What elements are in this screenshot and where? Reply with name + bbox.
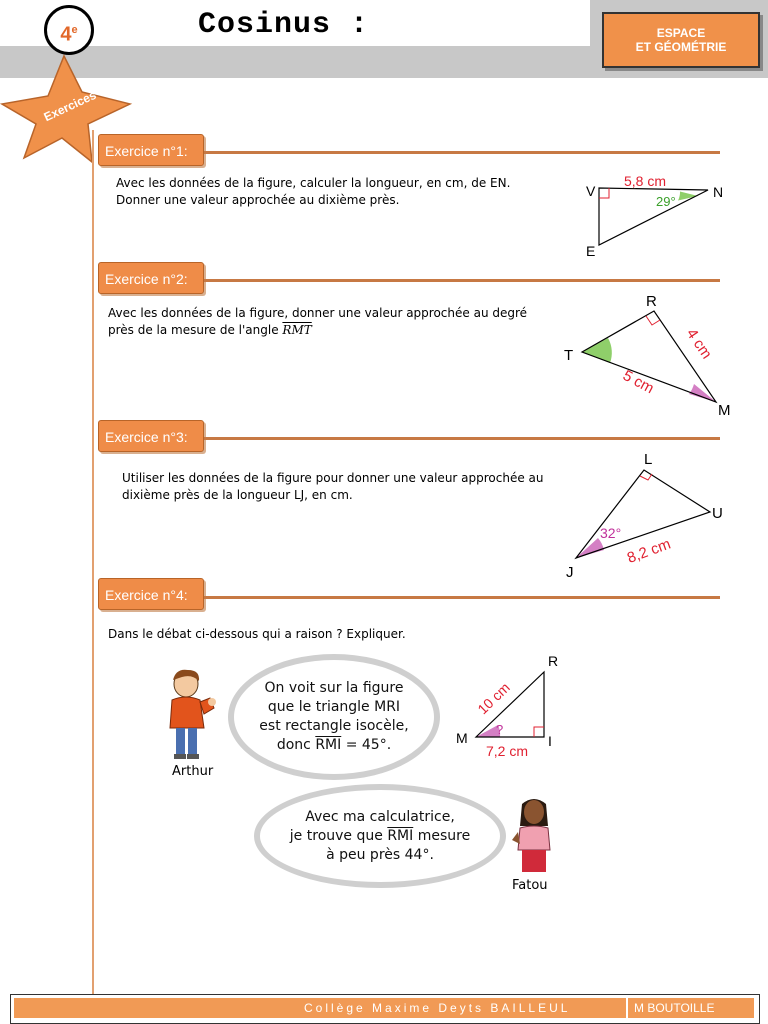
fig2-side-1: 4 cm: [682, 325, 716, 363]
exercise-2-line-2: près de la mesure de l'angle: [108, 323, 283, 337]
fig2-vertex-t: T: [564, 347, 574, 364]
fatou-line-1: Avec ma calculatrice,: [305, 808, 455, 825]
exercise-1-line-2: Donner une valeur approchée au dixième près.: [116, 193, 400, 207]
exercise-1-line-1: Avec les données de la figure, calculer la longueur, en cm, de EN.: [116, 176, 511, 190]
exercise-3-line-2: dixième près de la longueur LJ, en cm.: [122, 488, 353, 502]
exercise-2-line-1: Avec les données de la figure, donner une valeur approchée au degré: [108, 306, 528, 320]
page-title: Cosinus :: [198, 8, 370, 42]
fig4-vertex-r: R: [548, 653, 559, 669]
badge-line-1: ESPACE: [656, 26, 706, 40]
badge-line-2: ET GÉOMÉTRIE: [635, 40, 727, 54]
fig4-side-1: 10 cm: [474, 679, 513, 718]
fatou-line-2a: je trouve que: [289, 827, 388, 844]
fatou-name: Fatou: [512, 878, 548, 893]
arthur-name: Arthur: [172, 764, 214, 779]
fig3-side-label: 8,2 cm: [624, 535, 674, 567]
fig4-side-2: 7,2 cm: [486, 743, 529, 759]
topic-badge: [602, 12, 760, 68]
footer-author: M BOUTOILLE: [626, 998, 714, 1018]
fig4-vertex-m: M: [456, 730, 468, 746]
footer-bar: [14, 998, 754, 1018]
exercise-3-rule: [204, 437, 720, 440]
exercise-2-figure: [556, 286, 746, 420]
exercise-1-tag: Exercice n°1:: [98, 134, 204, 166]
footer: [10, 994, 760, 1024]
arthur-line-4c: = 45°.: [341, 737, 392, 753]
fig2-vertex-r: R: [646, 293, 657, 310]
exercise-3-line-1: Utiliser les données de la figure pour donner une valeur approchée au: [122, 471, 544, 485]
fig3-vertex-j: J: [566, 564, 574, 580]
margin-line: [92, 130, 94, 1000]
exercise-2-tag: Exercice n°2:: [98, 262, 204, 294]
grade-number: 4: [60, 23, 72, 46]
star-label: Exercices: [41, 87, 99, 125]
fatou-line-3: à peu près 44°.: [326, 846, 434, 863]
exercise-3-text: [122, 470, 544, 504]
exercise-1-figure: [576, 170, 736, 264]
arthur-figure: [164, 668, 220, 760]
arthur-angle: $\overline{RMI}$: [315, 737, 342, 753]
arthur-line-4a: donc: [276, 737, 316, 753]
fig3-vertex-u: U: [712, 505, 723, 522]
fig3-angle-label: 32°: [600, 525, 622, 541]
grade-suffix: e: [71, 24, 78, 36]
arthur-line-2: que le triangle MRI: [267, 699, 401, 715]
fig4-vertex-i: I: [548, 733, 552, 749]
exercise-4-tag: Exercice n°4:: [98, 578, 204, 610]
exercise-2-rule: [204, 279, 720, 282]
fig3-vertex-l: L: [644, 451, 653, 468]
fig1-side-label: 5,8 cm: [624, 173, 667, 189]
footer-school: Collège Maxime Deyts BAILLEUL: [304, 1001, 571, 1015]
exercise-4-text: Dans le débat ci-dessous qui a raison ? Expliquer.: [108, 627, 406, 641]
fig2-side-2: 5 cm: [619, 367, 657, 398]
fig4-angle-label: ?: [496, 722, 504, 737]
fig2-vertex-m: M: [718, 402, 731, 419]
exercise-1-rule: [204, 151, 720, 154]
arthur-speech-bubble: [228, 654, 440, 780]
exercise-4-figure: [452, 648, 572, 764]
arthur-line-3: est rectangle isocèle,: [259, 718, 409, 734]
exercise-3-tag: Exercice n°3:: [98, 420, 204, 452]
fig1-vertex-n: N: [713, 184, 724, 200]
exercise-4-rule: [204, 596, 720, 599]
exercise-1-text: [116, 175, 510, 209]
fig1-vertex-e: E: [586, 243, 596, 259]
exercise-2-text: [108, 305, 527, 339]
fig1-vertex-v: V: [586, 183, 596, 199]
exercise-2-angle-name: $\overline{RMT}$: [282, 323, 312, 337]
fatou-figure: [512, 796, 558, 876]
exercise-3-figure: [560, 446, 740, 580]
fatou-line-2c: mesure: [413, 827, 471, 844]
arthur-line-1: On voit sur la figure: [264, 680, 404, 696]
fatou-angle: $\overline{RMI}$: [387, 827, 414, 844]
fig1-angle-label: 29°: [656, 194, 676, 209]
fatou-speech-bubble: [254, 784, 506, 888]
